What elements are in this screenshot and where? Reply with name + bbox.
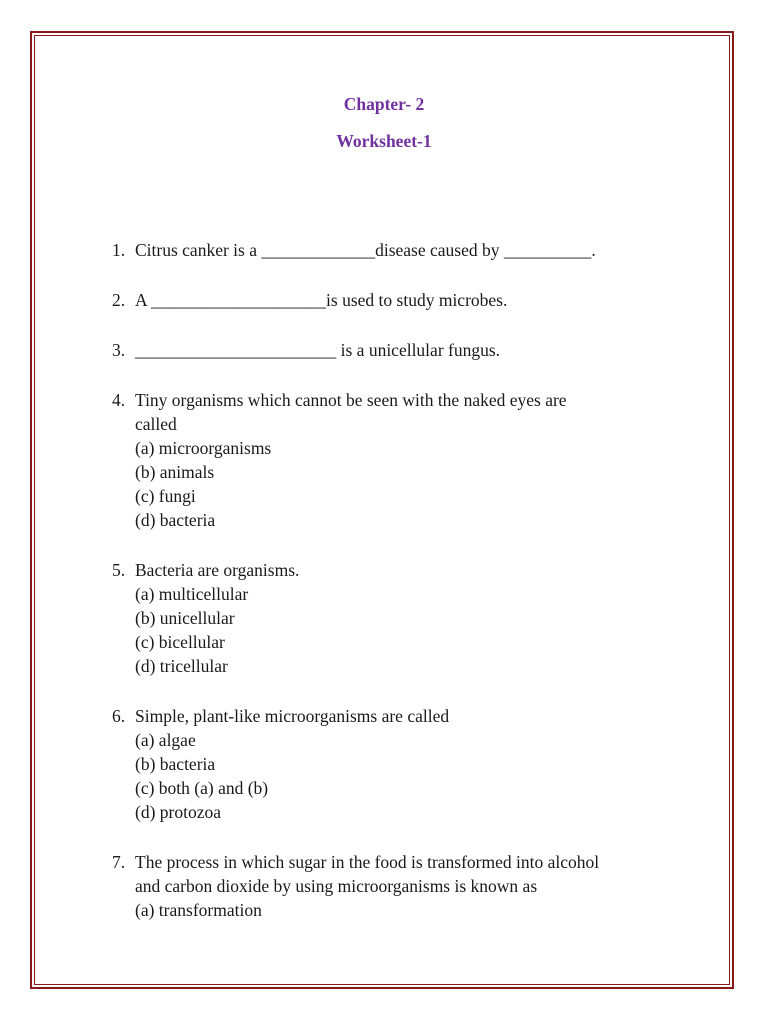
option-d: (d) bacteria	[135, 510, 216, 530]
question-text: _______________________ is a unicellular fungus.	[135, 340, 501, 360]
question-5	[112, 558, 692, 678]
option-c: (c) fungi	[135, 486, 196, 506]
option-a: (a) microorganisms	[135, 438, 272, 458]
question-number: 3.	[112, 340, 126, 360]
question-number: 2.	[112, 290, 126, 310]
option-b: (b) unicellular	[135, 608, 235, 628]
question-text-line1: The process in which sugar in the food is transformed into alcohol	[135, 852, 600, 872]
option-a: (a) transformation	[135, 900, 262, 920]
question-text-line2: and carbon dioxide by using microorganisms is known as	[135, 876, 538, 896]
option-c: (c) both (a) and (b)	[135, 778, 269, 798]
question-text: Simple, plant-like microorganisms are called	[135, 706, 450, 726]
question-number: 1.	[112, 240, 126, 260]
option-c: (c) bicellular	[135, 632, 225, 652]
question-text: A ____________________is used to study microbes.	[135, 290, 508, 310]
question-number: 7.	[112, 852, 126, 872]
option-b: (b) animals	[135, 462, 215, 482]
question-list	[112, 238, 692, 948]
question-number: 4.	[112, 390, 126, 410]
option-d: (d) tricellular	[135, 656, 228, 676]
question-text: Bacteria are organisms.	[135, 560, 300, 580]
question-1	[112, 238, 692, 262]
question-number: 5.	[112, 560, 126, 580]
option-a: (a) multicellular	[135, 584, 249, 604]
question-6	[112, 704, 692, 824]
question-text-line1: Tiny organisms which cannot be seen with the naked eyes are	[135, 390, 567, 410]
question-4	[112, 388, 692, 532]
question-number: 6.	[112, 706, 126, 726]
question-3	[112, 338, 692, 362]
question-7	[112, 850, 692, 922]
worksheet-title: Worksheet-1	[336, 131, 432, 151]
question-text-line2: called	[135, 414, 177, 434]
question-text: Citrus canker is a _____________disease caused by __________.	[135, 240, 596, 260]
question-2	[112, 288, 692, 312]
option-d: (d) protozoa	[135, 802, 222, 822]
option-a: (a) algae	[135, 730, 196, 750]
option-b: (b) bacteria	[135, 754, 216, 774]
chapter-title: Chapter- 2	[343, 94, 425, 114]
